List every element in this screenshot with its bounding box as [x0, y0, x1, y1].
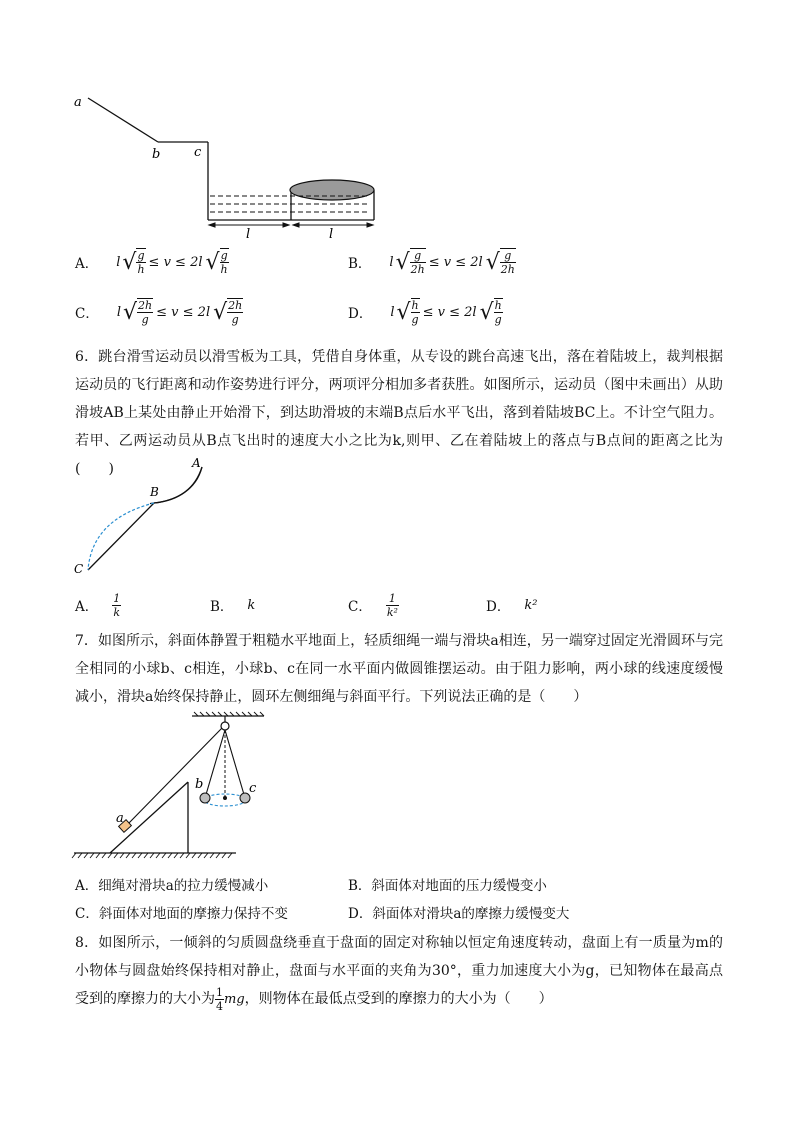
q8-fraction: $\frac{1}{4}$: [216, 985, 223, 1013]
ramp-ab: [154, 467, 202, 503]
label-A: A: [192, 456, 201, 470]
q6-option-d: D． k²: [486, 597, 538, 615]
label-b: b: [195, 777, 204, 792]
label-C: C: [74, 562, 84, 576]
pool-disc: [290, 180, 374, 200]
q6-text: 6．跳台滑雪运动员以滑雪板为工具，凭借自身体重，从专设的跳台高速飞出，落在着陆坡上，裁判根据运动员的飞行距离和动作姿势进行评分，两项评分相加多者获胜。如图所示，运动员（图中未画出）从助滑坡AB上某处由静止开始滑下，到达助滑坡的末端B点后水平飞出，落到着陆坡BC上。不计空气阻力。若甲、乙两运动员从B点飞出时的速度大小之比为k,则甲、乙在着陆坡上的落点与B点间的距离之比为( ): [75, 349, 723, 477]
q7-option-d: D．斜面体对滑块a的摩擦力缓慢变大: [348, 906, 570, 922]
label-a: a: [116, 811, 124, 826]
slope-bc: [88, 503, 154, 570]
q7-option-a: A．细绳对滑块a的拉力缓慢减小: [75, 878, 269, 894]
q7-text: 7．如图所示，斜面体静置于粗糙水平地面上，轻质细绳一端与滑块a相连，另一端穿过固定光滑圆环与完全相同的小球b、c相连，小球b、c在同一水平面内做圆锥摆运动。由于阻力影响，两小球的线速度缓慢减小，滑块a始终保持静止，圆环左侧细绳与斜面平行。下列说法正确的是（ ）: [75, 633, 723, 705]
label-l1: l: [246, 227, 251, 240]
q5-option-a: A． l √ $\frac{g}{h}$ ≤ v ≤ 2l √ $\frac{g}{h}$: [75, 249, 228, 276]
q5-figure: [70, 90, 390, 240]
q5-option-c: C． l √ $\frac{2h}{g}$ ≤ v ≤ 2l √ $\frac{2h}{g}$: [75, 299, 243, 326]
ring: [221, 722, 229, 730]
q6-option-c: C． $\frac{1}{\text{k²}}$: [348, 591, 398, 619]
q7-option-b: B．斜面体对地面的压力缓慢变小: [348, 878, 547, 894]
q5-option-d: D． l √ $\frac{h}{g}$ ≤ v ≤ 2l √ $\frac{h}{g}$: [348, 299, 502, 326]
q7-figure: [70, 710, 270, 870]
q7-option-c: C．斜面体对地面的摩擦力保持不变: [75, 906, 288, 922]
string: [128, 728, 222, 824]
label-l2: l: [329, 227, 334, 240]
q6-figure: [70, 455, 220, 580]
q6-option-a: A． $\frac{1}{k}$: [75, 591, 121, 619]
label-b: b: [152, 147, 161, 162]
label-c: c: [249, 781, 257, 796]
ball-b: [200, 793, 210, 803]
q6-option-b: B． k: [210, 597, 256, 615]
slope-ab: [88, 98, 158, 142]
q5-option-b: B． l √ $\frac{g}{2h}$ ≤ v ≤ 2l √ $\frac{g}{2h}$: [348, 249, 515, 276]
label-c: c: [194, 145, 202, 160]
label-a: a: [74, 95, 82, 110]
q8-text: 8．如图所示，一倾斜的匀质圆盘绕垂直于盘面的固定对称轴以恒定角速度转动，盘面上有一质量为m的小物体与圆盘始终保持相对静止，盘面与水平面的夹角为30°，重力加速度大小为g，已知物体在最高点受到的摩擦力的大小为 $\frac{1}{4}$ mg，则物体在最低点受到的摩擦力的大小为（ ）: [75, 935, 723, 1013]
label-B: B: [150, 485, 159, 499]
